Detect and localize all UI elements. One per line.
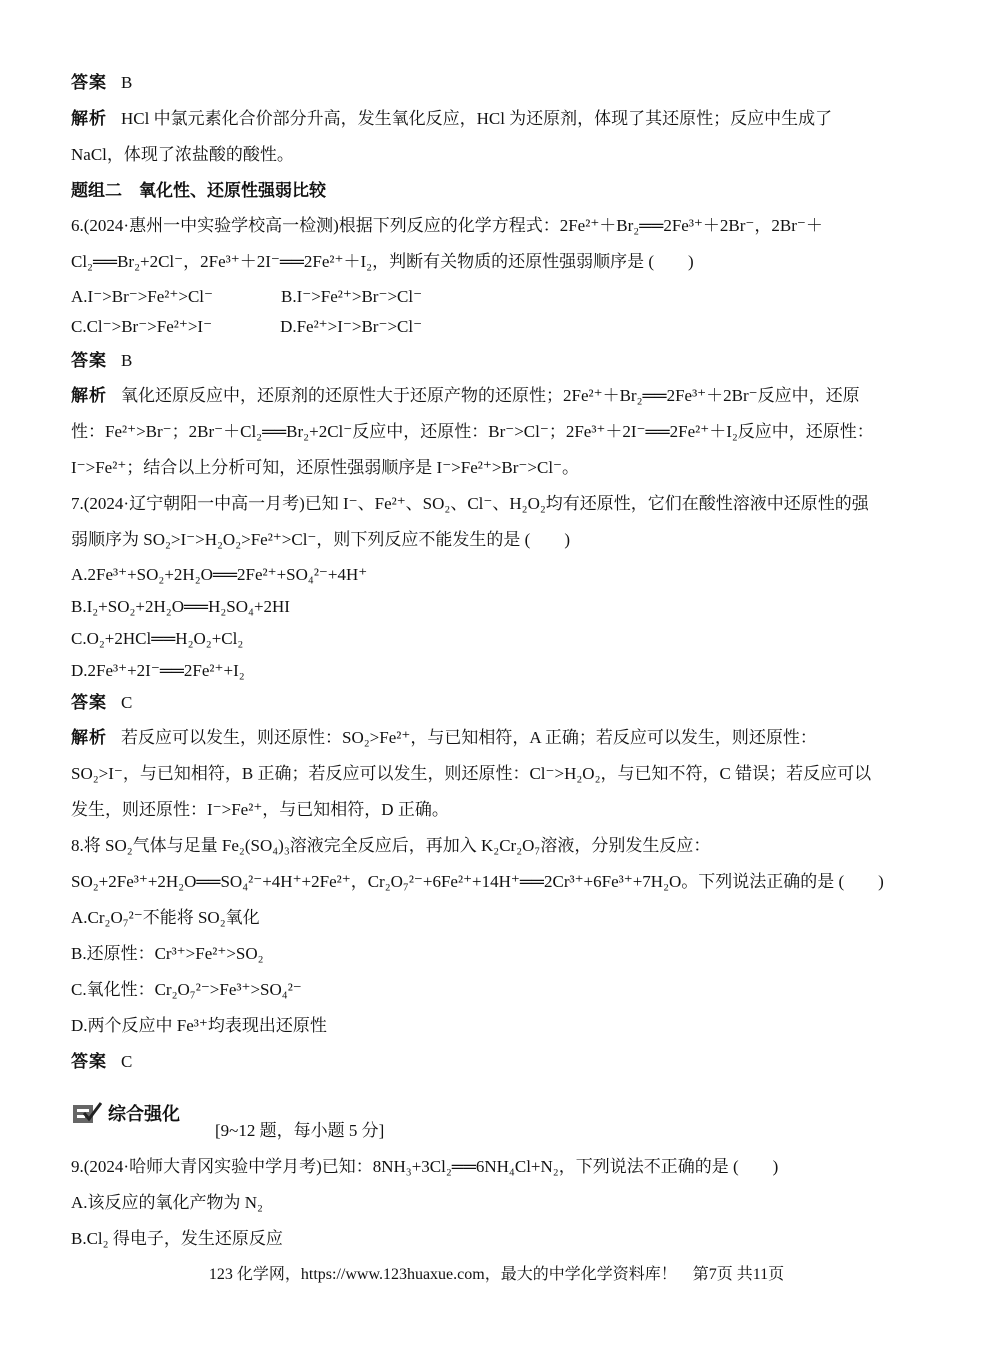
line-text: A.该反应的氧化产物为 N₂ <box>71 1193 263 1212</box>
line-text: B.还原性：Cr³⁺>Fe²⁺>SO₂ <box>71 944 264 963</box>
text-line-q6b <box>71 251 933 273</box>
section-header <box>72 1100 180 1126</box>
line-text: B.I₂+SO₂+2H₂O══H₂SO₄+2HI <box>71 597 290 616</box>
text-line-q9a <box>71 1156 933 1178</box>
text-line-ans6 <box>71 350 933 372</box>
line-text: C.O₂+2HCl══H₂O₂+Cl₂ <box>71 629 244 648</box>
text-line-q8d <box>71 943 933 965</box>
line-text: Cl₂══Br₂+2Cl⁻，2Fe³⁺＋2I⁻══2Fe²⁺＋I₂，判断有关物质的还原性强弱顺序是 ( ) <box>71 252 694 271</box>
text-line-ans5 <box>71 72 933 94</box>
text-line-q9b <box>71 1192 933 1214</box>
page-footer: 123 化学网，https://www.123huaxue.com，最大的中学化学资料库！ 第7页 共11页 <box>208 1266 785 1283</box>
text-line-exp6c <box>71 457 933 479</box>
line-text: A.Cr₂O₇²⁻不能将 SO₂氧化 <box>71 908 260 927</box>
line-label: 答案 <box>71 73 107 92</box>
line-label: 解析 <box>71 386 107 405</box>
text-line-q8c <box>71 907 933 929</box>
text-line-exp5b <box>71 144 933 166</box>
text-line-q8b <box>71 871 933 893</box>
line-label: 答案 <box>71 693 107 712</box>
text-line-q7f <box>71 660 933 682</box>
line-text: B <box>121 73 133 92</box>
text-line-ans8 <box>71 1051 933 1073</box>
line-label: 答案 <box>71 1052 107 1071</box>
section-subtitle: [9~12 题，每小题 5 分] <box>215 1121 385 1140</box>
text-line-q8f <box>71 1015 933 1037</box>
text-line-q6d <box>71 316 933 338</box>
line-text: SO₂+2Fe³⁺+2H₂O══SO₄²⁻+4H⁺+2Fe²⁺，Cr₂O₇²⁻+6Fe²⁺+14H⁺══2Cr³⁺+6Fe³⁺+7H₂O。下列说法正确的是 ( ) <box>71 872 884 891</box>
text-line-ans7 <box>71 692 933 714</box>
line-label: 解析 <box>71 728 107 747</box>
line-text: I⁻>Fe²⁺；结合以上分析可知，还原性强弱顺序是 I⁻>Fe²⁺>Br⁻>Cl⁻。 <box>71 458 580 477</box>
line-text: A.I⁻>Br⁻>Fe²⁺>Cl⁻ B.I⁻>Fe²⁺>Br⁻>Cl⁻ <box>71 287 423 306</box>
line-text: B <box>121 351 133 370</box>
line-text: 若反应可以发生，则还原性：SO₂>Fe²⁺，与已知相符，A 正确；若反应可以发生，则还原性： <box>121 728 817 747</box>
line-text: A.2Fe³⁺+SO₂+2H₂O══2Fe²⁺+SO₄²⁻+4H⁺ <box>71 565 368 584</box>
line-text: 8.将 SO₂气体与足量 Fe₂(SO₄)₃溶液完全反应后，再加入 K₂Cr₂O₇溶液，分别发生反应： <box>71 836 711 855</box>
line-text: B.Cl₂ 得电子，发生还原反应 <box>71 1229 283 1248</box>
text-line-exp5a <box>71 108 933 130</box>
line-text: HCl 中氯元素化合价部分升高，发生氧化反应，HCl 为还原剂，体现了其还原性；反应中生成了 <box>121 109 833 128</box>
line-text: C.氧化性：Cr₂O₇²⁻>Fe³⁺>SO₄²⁻ <box>71 980 302 999</box>
text-line-q7a <box>71 493 933 515</box>
line-text: 9.(2024·哈师大青冈实验中学月考)已知：8NH₃+3Cl₂══6NH₄Cl+N₂，下列说法不正确的是 ( ) <box>71 1157 779 1176</box>
line-text: C.Cl⁻>Br⁻>Fe²⁺>I⁻ D.Fe²⁺>I⁻>Br⁻>Cl⁻ <box>71 317 423 336</box>
text-line-exp7a <box>71 727 933 749</box>
text-line-q7b <box>71 529 933 551</box>
line-text: 7.(2024·辽宁朝阳一中高一月考)已知 I⁻、Fe²⁺、SO₂、Cl⁻、H₂O₂均有还原性，它们在酸性溶液中还原性的强 <box>71 494 869 513</box>
line-text: C <box>121 693 133 712</box>
line-label: 答案 <box>71 351 107 370</box>
text-line-q7e <box>71 628 933 650</box>
text-line-exp7c <box>71 799 933 821</box>
line-text: C <box>121 1052 133 1071</box>
line-text: 6.(2024·惠州一中实验学校高一检测)根据下列反应的化学方程式：2Fe²⁺＋Br₂══2Fe³⁺＋2Br⁻，2Br⁻＋ <box>71 216 823 235</box>
section-title: 综合强化 <box>108 1104 180 1125</box>
line-text: 性：Fe²⁺>Br⁻；2Br⁻＋Cl₂══Br₂+2Cl⁻反应中，还原性：Br⁻>Cl⁻；2Fe³⁺＋2I⁻══2Fe²⁺＋I₂反应中，还原性： <box>71 422 874 441</box>
line-text: 氧化还原反应中，还原剂的还原性大于还原产物的还原性；2Fe²⁺＋Br₂══2Fe³⁺＋2Br⁻反应中，还原 <box>121 386 860 405</box>
text-line-group2 <box>71 180 933 202</box>
line-text: D.两个反应中 Fe³⁺均表现出还原性 <box>71 1016 327 1035</box>
text-line-q7d <box>71 596 933 618</box>
text-line-q7c <box>71 564 933 586</box>
line-text: SO₂>I⁻，与已知相符，B 正确；若反应可以发生，则还原性：Cl⁻>H₂O₂，与已知不符，C 错误；若反应可以 <box>71 764 872 783</box>
line-text: 弱顺序为 SO₂>I⁻>H₂O₂>Fe²⁺>Cl⁻，则下列反应不能发生的是 ( ) <box>71 530 570 549</box>
line-label: 解析 <box>71 109 107 128</box>
text-line-q6a <box>71 215 933 237</box>
text-line-exp6a <box>71 385 933 407</box>
text-line-exp7b <box>71 763 933 785</box>
text-line-q8e <box>71 979 933 1001</box>
line-text: 发生，则还原性：I⁻>Fe²⁺，与已知相符，D 正确。 <box>71 800 449 819</box>
text-line-q6c <box>71 286 933 308</box>
checklist-icon <box>72 1101 102 1125</box>
text-line-q9c <box>71 1228 933 1250</box>
text-line-q8a <box>71 835 933 857</box>
text-line-exp6b <box>71 421 933 443</box>
line-text: 题组二 氧化性、还原性强弱比较 <box>71 181 326 200</box>
line-text: NaCl，体现了浓盐酸的酸性。 <box>71 145 294 164</box>
line-text: D.2Fe³⁺+2I⁻══2Fe²⁺+I₂ <box>71 661 245 680</box>
